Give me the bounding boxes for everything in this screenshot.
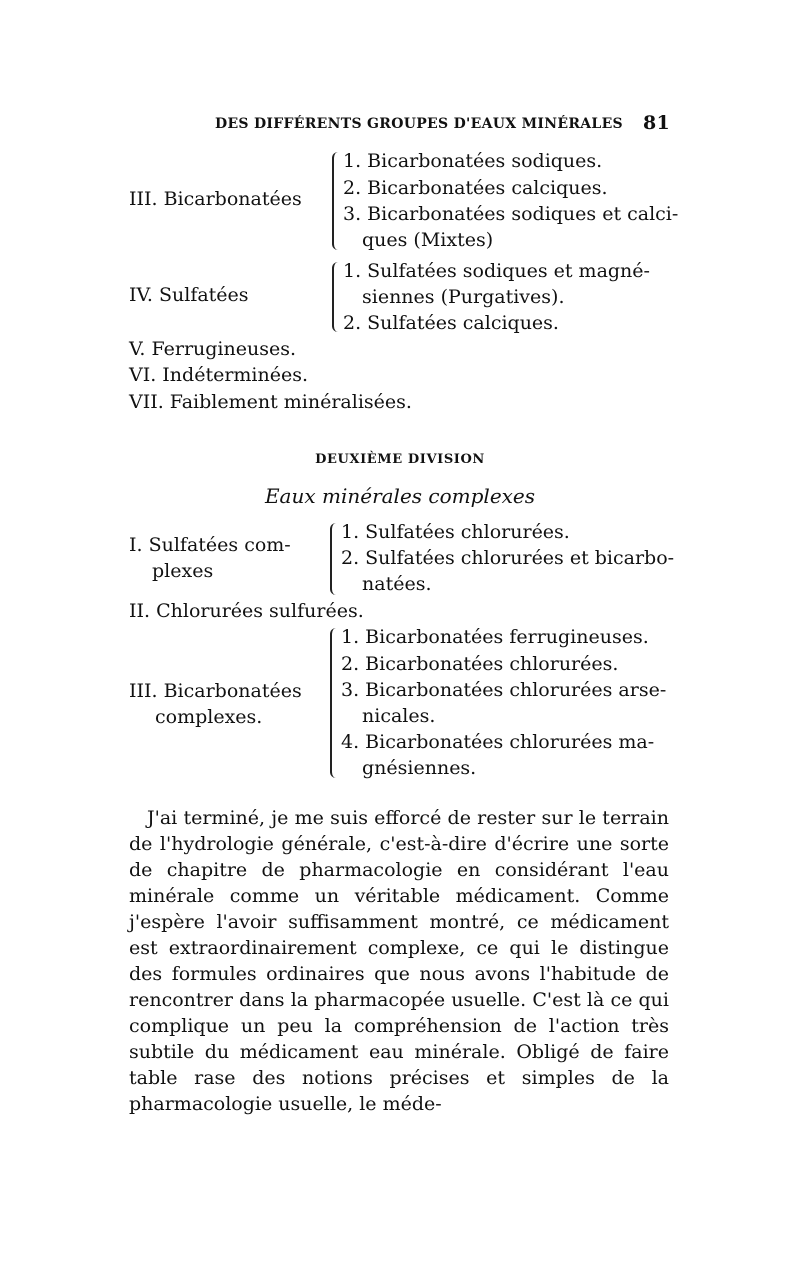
list-item: 1. Bicarbonatées ferrugineuses.: [341, 626, 649, 648]
page-number: 81: [642, 112, 670, 134]
running-title: DES DIFFÉRENTS GROUPES D'EAUX MINÉRALES: [215, 116, 623, 132]
paragraph: J'ai terminé, je me suis efforcé de rester sur le terrain de l'hydrologie générale, c'est-à-dire d'écrire une sorte de chapitre de pharmacologie en considérant l'eau minérale comme un véritable médicament. Comme j'espère l'avoir suffisamment montré, ce médicament est extraordinairement complexe, ce qui le distingue des formules ordinaires que nous avons l'habitude de rencontrer dans la pharmacopée usuelle. C'est là ce qui complique un peu la compréhension de l'action très subtile du médicament eau minérale. Obligé de faire table rase des notions précises et simples de la pharmacologie usuelle, le méde-: [129, 807, 669, 1115]
brace: [332, 152, 340, 250]
list-item: 3. Bicarbonatées sodiques et calci-: [343, 203, 679, 225]
list-item: ques (Mixtes): [362, 229, 494, 251]
group-label-bicarbonatees-complexes: III. Bicarbonatées: [129, 680, 302, 702]
running-header: [215, 112, 670, 134]
list-item: natées.: [362, 573, 432, 595]
list-item: 2. Sulfatées chlorurées et bicarbo-: [341, 547, 675, 569]
list-item: 2. Bicarbonatées calciques.: [343, 177, 608, 199]
division-heading: DEUXIÈME DIVISION: [315, 452, 485, 467]
list-item: 2. Sulfatées calciques.: [343, 312, 559, 334]
brace: [330, 628, 338, 778]
list-item: nicales.: [362, 705, 436, 727]
division-subheading: Eaux minérales complexes: [264, 484, 536, 508]
list-item: 3. Bicarbonatées chlorurées arse-: [341, 679, 667, 701]
group-label-sulfatees-complexes: I. Sulfatées com-: [129, 534, 291, 556]
list-item: gnésiennes.: [362, 757, 477, 779]
brace: [332, 262, 340, 332]
group-faiblement-mineralisees: VII. Faiblement minéralisées.: [129, 391, 412, 413]
body-text: [129, 805, 669, 1117]
group-label-sulfatees: IV. Sulfatées: [129, 284, 249, 306]
group-label-continuation: complexes.: [155, 706, 263, 728]
group-ferrugineuses: V. Ferrugineuses.: [129, 338, 297, 360]
list-item: 1. Sulfatées chlorurées.: [341, 521, 570, 543]
list-item: siennes (Purgatives).: [362, 286, 565, 308]
list-item: 1. Sulfatées sodiques et magné-: [343, 260, 650, 282]
group-chlorurees-sulfurees: II. Chlorurées sulfurées.: [129, 600, 364, 622]
brace: [330, 523, 338, 595]
group-indeterminees: VI. Indéterminées.: [129, 364, 309, 386]
list-item: 1. Bicarbonatées sodiques.: [343, 150, 603, 172]
list-item: 4. Bicarbonatées chlorurées ma-: [341, 731, 655, 753]
group-label-bicarbonatees: III. Bicarbonatées: [129, 188, 302, 210]
group-label-continuation: plexes: [152, 560, 214, 582]
list-item: 2. Bicarbonatées chlorurées.: [341, 653, 619, 675]
